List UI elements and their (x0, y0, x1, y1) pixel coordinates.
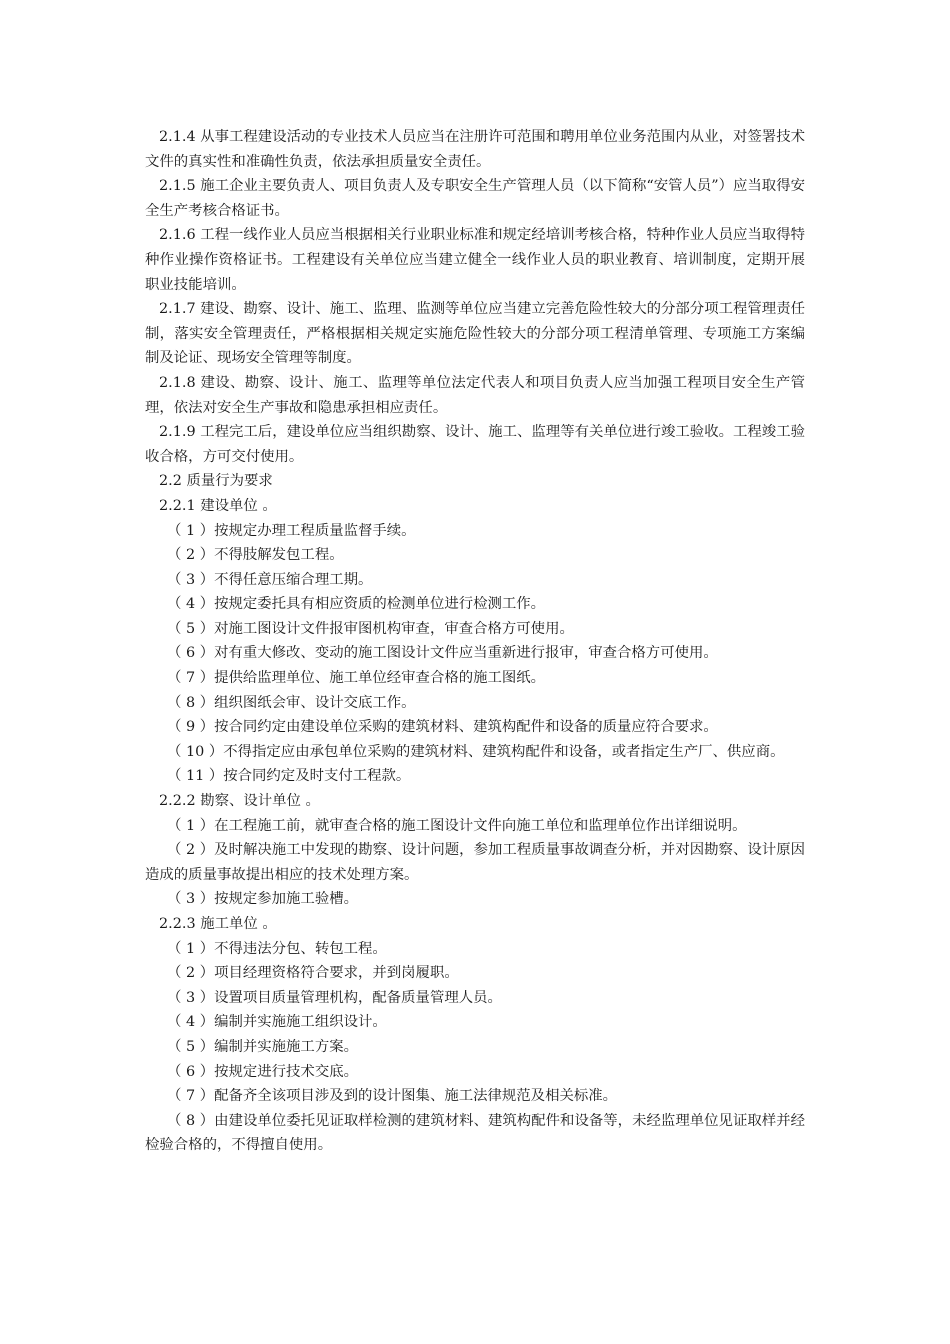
clause-paragraph: 2.1.7 建设、勘察、设计、施工、监理、监测等单位应当建立完善危险性较大的分部分项工程管理责任制，落实安全管理责任，严格根据相关规定实施危险性较大的分部分项工程清单管理、专项施工方案编制及论证、现场安全管理等制度。 (145, 301, 805, 367)
clause-paragraph: 2.2.1 建设单位 。 (159, 497, 277, 514)
list-item: （ 6 ）对有重大修改、变动的施工图设计文件应当重新进行报审，审查合格方可使用。 (167, 645, 718, 662)
list-item: （ 3 ）设置项目质量管理机构，配备质量管理人员。 (167, 989, 502, 1006)
list-item: （ 1 ）在工程施工前，就审查合格的施工图设计文件向施工单位和监理单位作出详细说明。 (167, 817, 747, 834)
list-item: （ 1 ）不得违法分包、转包工程。 (167, 940, 387, 957)
list-item: （ 10 ）不得指定应由承包单位采购的建筑材料、建筑构配件和设备，或者指定生产厂、供应商。 (167, 743, 785, 760)
clause-paragraph: 2.1.4 从事工程建设活动的专业技术人员应当在注册许可范围和聘用单位业务范围内从业，对签署技术文件的真实性和准确性负责，依法承担质量安全责任。 (145, 129, 805, 170)
clause-paragraph: 2.2 质量行为要求 (159, 473, 273, 490)
list-item: （ 11 ）按合同约定及时支付工程款。 (167, 768, 411, 785)
list-item: （ 1 ）按规定办理工程质量监督手续。 (167, 522, 416, 539)
list-item: （ 3 ）不得任意压缩合理工期。 (167, 571, 373, 588)
list-item: （ 7 ）配备齐全该项目涉及到的设计图集、施工法律规范及相关标准。 (167, 1088, 618, 1105)
document-body (145, 125, 805, 1158)
clause-paragraph: 2.2.2 勘察、设计单位 。 (159, 793, 320, 810)
list-item: （ 9 ）按合同约定由建设单位采购的建筑材料、建筑构配件和设备的质量应符合要求。 (167, 719, 718, 736)
clause-paragraph: 2.1.6 工程一线作业人员应当根据相关行业职业标准和规定经培训考核合格，特种作业人员应当取得特种作业操作资格证书。工程建设有关单位应当建立健全一线作业人员的职业教育、培训制度，定期开展职业技能培训。 (145, 227, 805, 293)
clause-paragraph: 2.1.9 工程完工后，建设单位应当组织勘察、设计、施工、监理等有关单位进行竣工验收。工程竣工验收合格，方可交付使用。 (145, 424, 805, 465)
list-item: （ 2 ）项目经理资格符合要求，并到岗履职。 (167, 965, 459, 982)
list-item: （ 4 ）按规定委托具有相应资质的检测单位进行检测工作。 (167, 596, 546, 613)
list-item: （ 3 ）按规定参加施工验槽。 (167, 891, 358, 908)
list-item: （ 8 ）组织图纸会审、设计交底工作。 (167, 694, 416, 711)
list-item: （ 8 ）由建设单位委托见证取样检测的建筑材料、建筑构配件和设备等，未经监理单位见证取样并经检验合格的，不得擅自使用。 (145, 1112, 805, 1154)
clause-paragraph: 2.1.5 施工企业主要负责人、项目负责人及专职安全生产管理人员（以下简称“安管人员”）应当取得安全生产考核合格证书。 (145, 178, 805, 219)
clause-paragraph: 2.1.8 建设、勘察、设计、施工、监理等单位法定代表人和项目负责人应当加强工程项目安全生产管理，依法对安全生产事故和隐患承担相应责任。 (145, 374, 805, 416)
list-item: （ 4 ）编制并实施施工组织设计。 (167, 1014, 387, 1031)
clause-paragraph: 2.2.3 施工单位 。 (159, 916, 277, 932)
list-item: （ 2 ）不得肢解发包工程。 (167, 547, 344, 564)
list-item: （ 6 ）按规定进行技术交底。 (167, 1063, 358, 1080)
list-item: （ 7 ）提供给监理单位、施工单位经审查合格的施工图纸。 (167, 670, 546, 687)
list-item: （ 5 ）编制并实施施工方案。 (167, 1038, 358, 1055)
list-item: （ 2 ）及时解决施工中发现的勘察、设计问题，参加工程质量事故调查分析，并对因勘察、设计原因造成的质量事故提出相应的技术处理方案。 (145, 842, 805, 883)
list-item: （ 5 ）对施工图设计文件报审图机构审查，审查合格方可使用。 (167, 620, 574, 637)
